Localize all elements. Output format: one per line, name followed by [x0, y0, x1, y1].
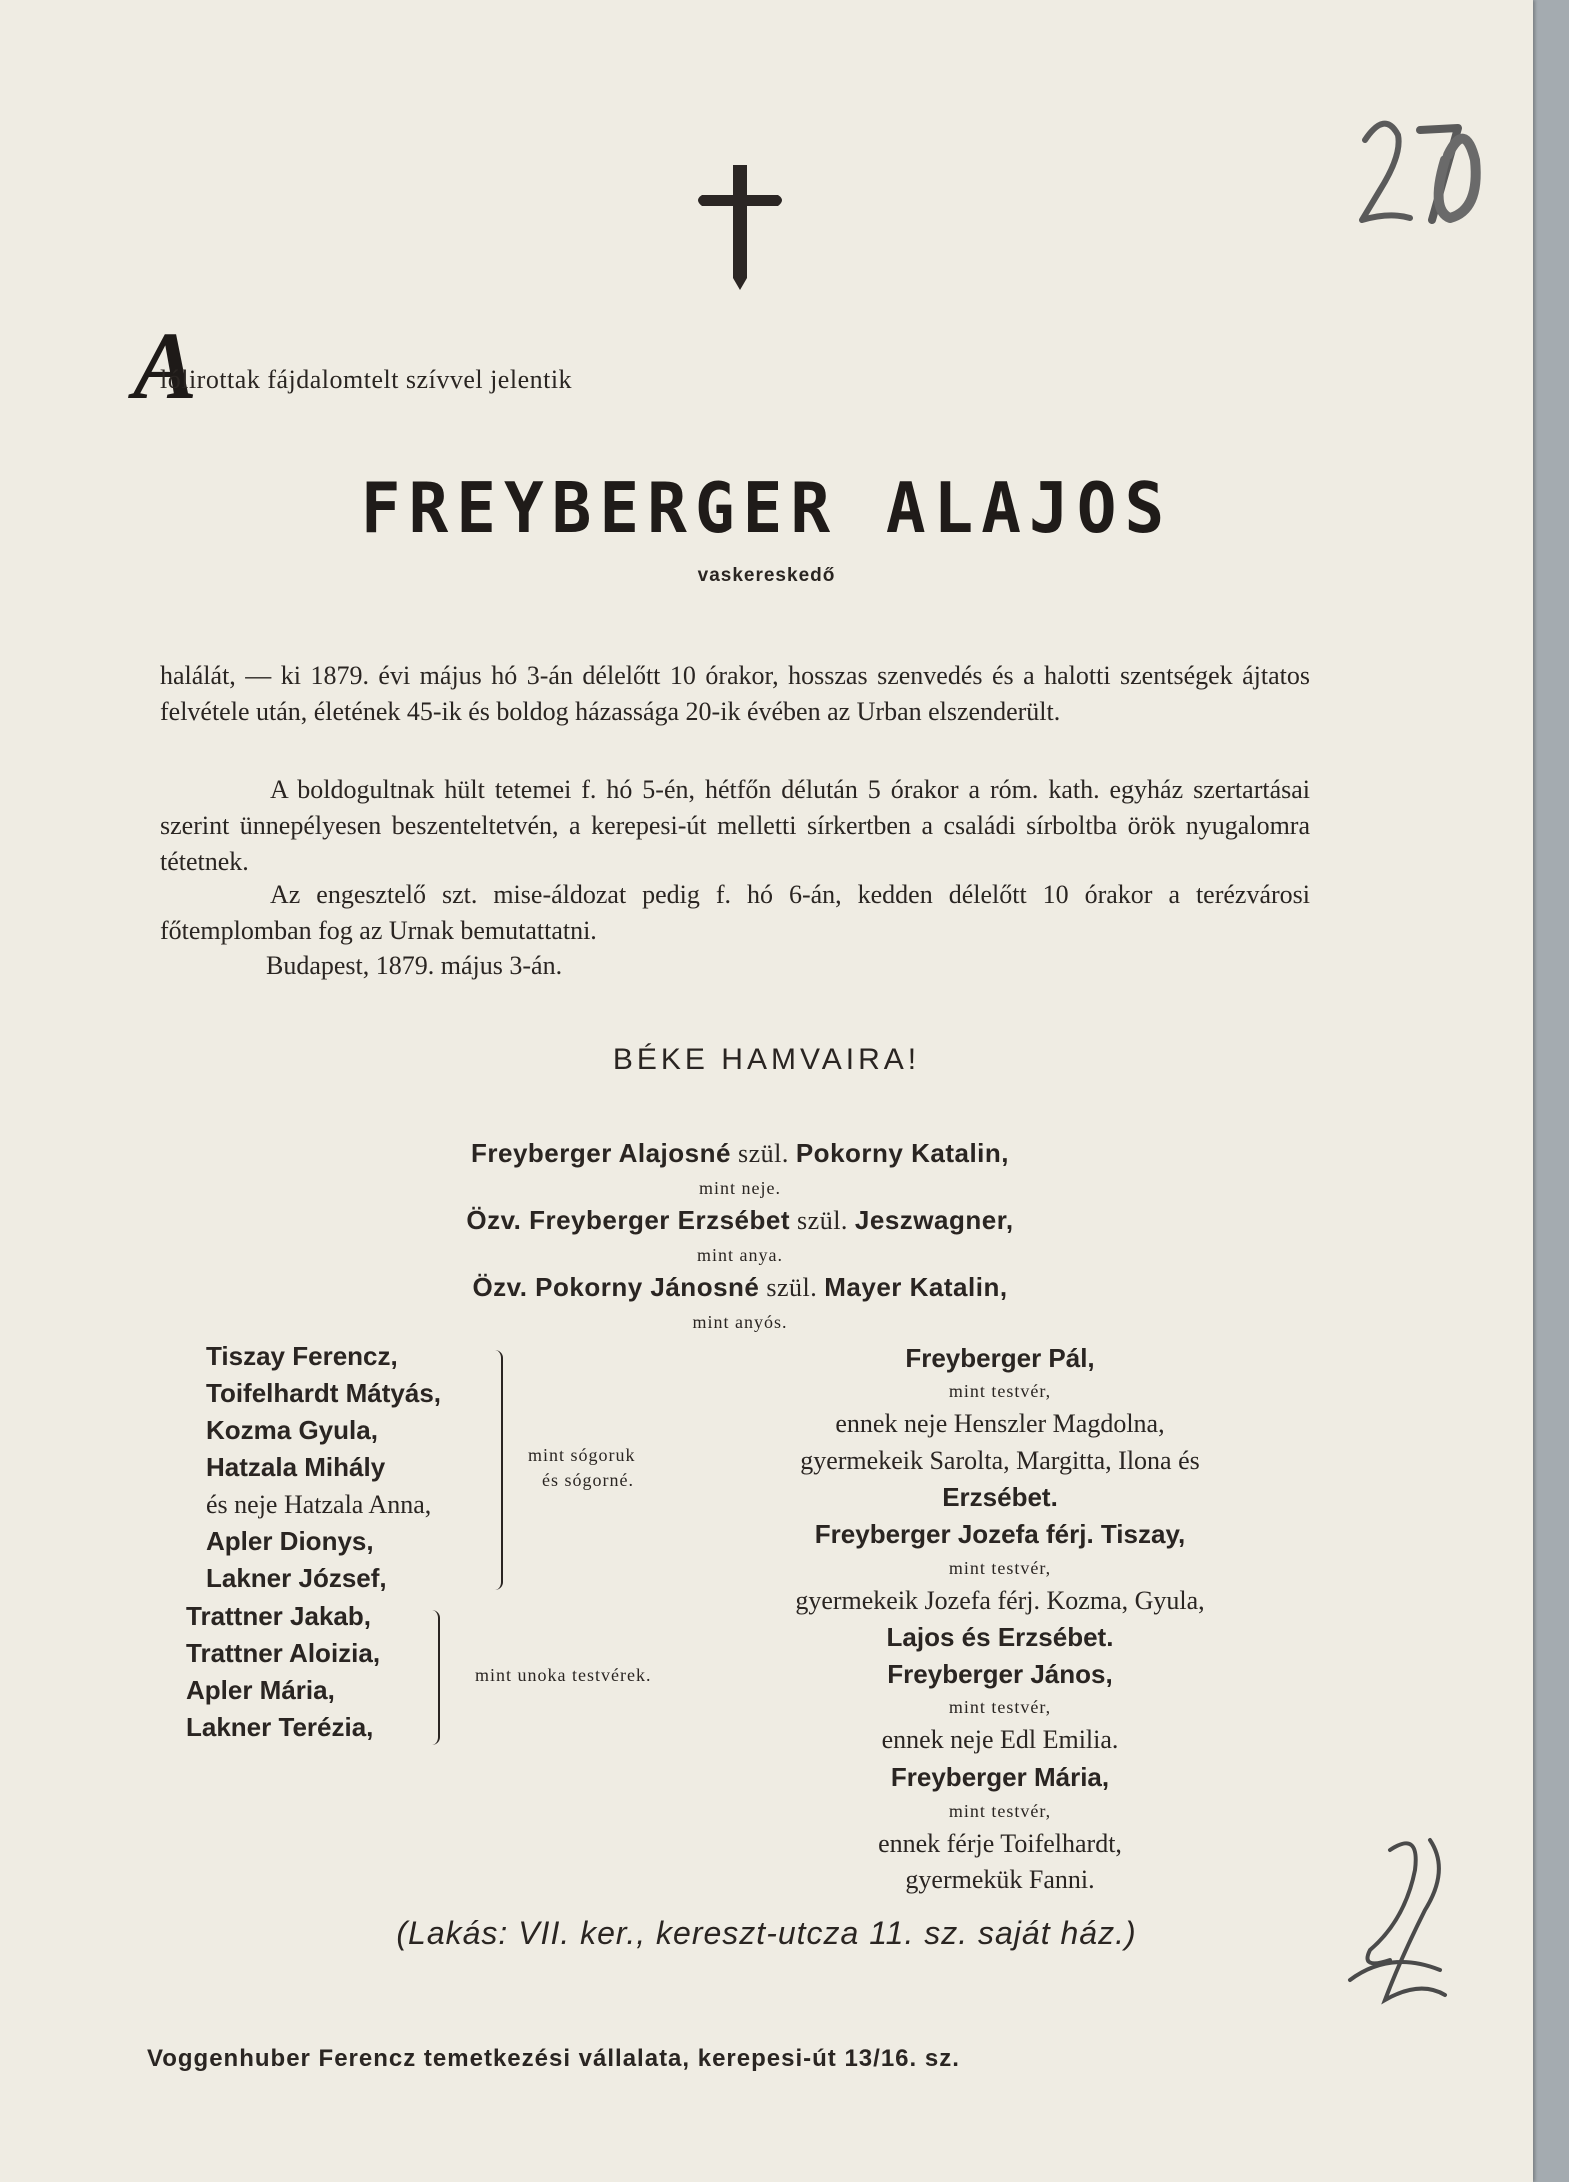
place-date: Budapest, 1879. május 3-án. — [266, 951, 563, 980]
bracket — [432, 1610, 440, 1745]
role-wife: mint neje. — [699, 1178, 781, 1198]
right-line: Freyberger János, — [887, 1659, 1113, 1689]
list-item: Apler Dionys, — [206, 1526, 374, 1556]
right-line: mint testvér, — [948, 1381, 1052, 1401]
right-line: gyermekeik Jozefa férj. Kozma, Gyula, — [795, 1586, 1205, 1615]
list-item: és neje Hatzala Anna, — [206, 1490, 432, 1519]
group1-role-line2: és sógorné. — [542, 1470, 634, 1490]
right-line: ennek neje Henszler Magdolna, — [835, 1409, 1165, 1438]
paragraph-death: halálát, — ki 1879. évi május hó 3-án délelőtt 10 órakor, hosszas szenvedés és a halotti szentségek ájtatos felvétele után, életének 45-ik és boldog házassága 20-ik évében az Urban elszenderült. — [160, 661, 1310, 726]
right-line: Erzsébet. — [942, 1482, 1058, 1512]
right-line: Freyberger Pál, — [905, 1343, 1095, 1373]
right-line: ennek neje Edl Emilia. — [881, 1725, 1119, 1754]
group2-role: mint unoka testvérek. — [475, 1665, 652, 1685]
list-item: Toifelhardt Mátyás, — [206, 1378, 442, 1408]
right-line: mint testvér, — [948, 1801, 1052, 1821]
occupation: vaskereskedő — [697, 565, 836, 586]
right-line: gyermekeik Sarolta, Margitta, Ilona és — [800, 1446, 1200, 1475]
right-column — [700, 1340, 1300, 1898]
residence-address: (Lakás: VII. ker., kereszt-utcza 11. sz. saját ház.) — [396, 1915, 1137, 1951]
list-item: Lakner József, — [206, 1563, 387, 1593]
mourner-mother-in-law: Özv. Pokorny Jánosné szül. Mayer Katalin, — [472, 1272, 1008, 1302]
role-mother: mint anya. — [697, 1245, 783, 1265]
right-line: gyermekük Fanni. — [905, 1865, 1095, 1894]
right-line: Freyberger Jozefa férj. Tiszay, — [814, 1519, 1186, 1549]
bracket — [495, 1350, 503, 1590]
right-line: Freyberger Mária, — [890, 1762, 1110, 1792]
list-item: Tiszay Ferencz, — [206, 1341, 398, 1371]
handwritten-archive-number — [1350, 100, 1500, 280]
right-line: Lajos és Erzsébet. — [886, 1622, 1114, 1652]
undertaker-footer: Voggenhuber Ferencz temetkezési vállalata, kerepesi-út 13/16. sz. — [147, 2045, 960, 2072]
list-item: Trattner Aloizia, — [186, 1638, 381, 1668]
list-item: Hatzala Mihály — [206, 1452, 386, 1482]
list-item: Kozma Gyula, — [206, 1415, 378, 1445]
intro-text: lólirottak fájdalomtelt szívvel jelentik — [160, 365, 573, 394]
peace-heading: BÉKE HAMVAIRA! — [612, 1043, 921, 1076]
role-mother-in-law: mint anyós. — [692, 1312, 788, 1332]
right-line: mint testvér, — [948, 1558, 1052, 1578]
list-item: Lakner Terézia, — [186, 1712, 374, 1742]
list-item: Trattner Jakab, — [186, 1601, 371, 1631]
right-line: ennek férje Toifelhardt, — [878, 1829, 1122, 1858]
mourner-mother: Özv. Freyberger Erzsébet szül. Jeszwagner, — [466, 1205, 1014, 1235]
mourner-wife: Freyberger Alajosné szül. Pokorny Katalin, — [470, 1138, 1009, 1168]
list-item: Apler Mária, — [186, 1675, 335, 1705]
right-line: mint testvér, — [948, 1697, 1052, 1717]
cross-icon — [690, 160, 790, 295]
deceased-name: FREYBERGER ALAJOS — [360, 468, 1173, 549]
group1-role-line1: mint sógoruk — [528, 1445, 636, 1465]
left-group-cousins — [186, 1598, 380, 1746]
decorative-initial: A — [133, 312, 198, 419]
paragraph-burial: A boldogultnak hült tetemei f. hó 5-én, hétfőn délután 5 órakor a róm. kath. egyház szertartásai szerint ünnepélyesen beszenteltetvén, a kerepesi-út melletti sírkertben a családi sírboltba örök nyugalomra tétetnek. — [160, 775, 1310, 876]
paragraph-mass: Az engesztelő szt. mise-áldozat pedig f. hó 6-án, kedden délelőtt 10 órakor a terézvárosi főtemplomban fog az Urnak bemutattatni. — [160, 880, 1310, 945]
left-group-siblings-in-law — [206, 1338, 441, 1597]
